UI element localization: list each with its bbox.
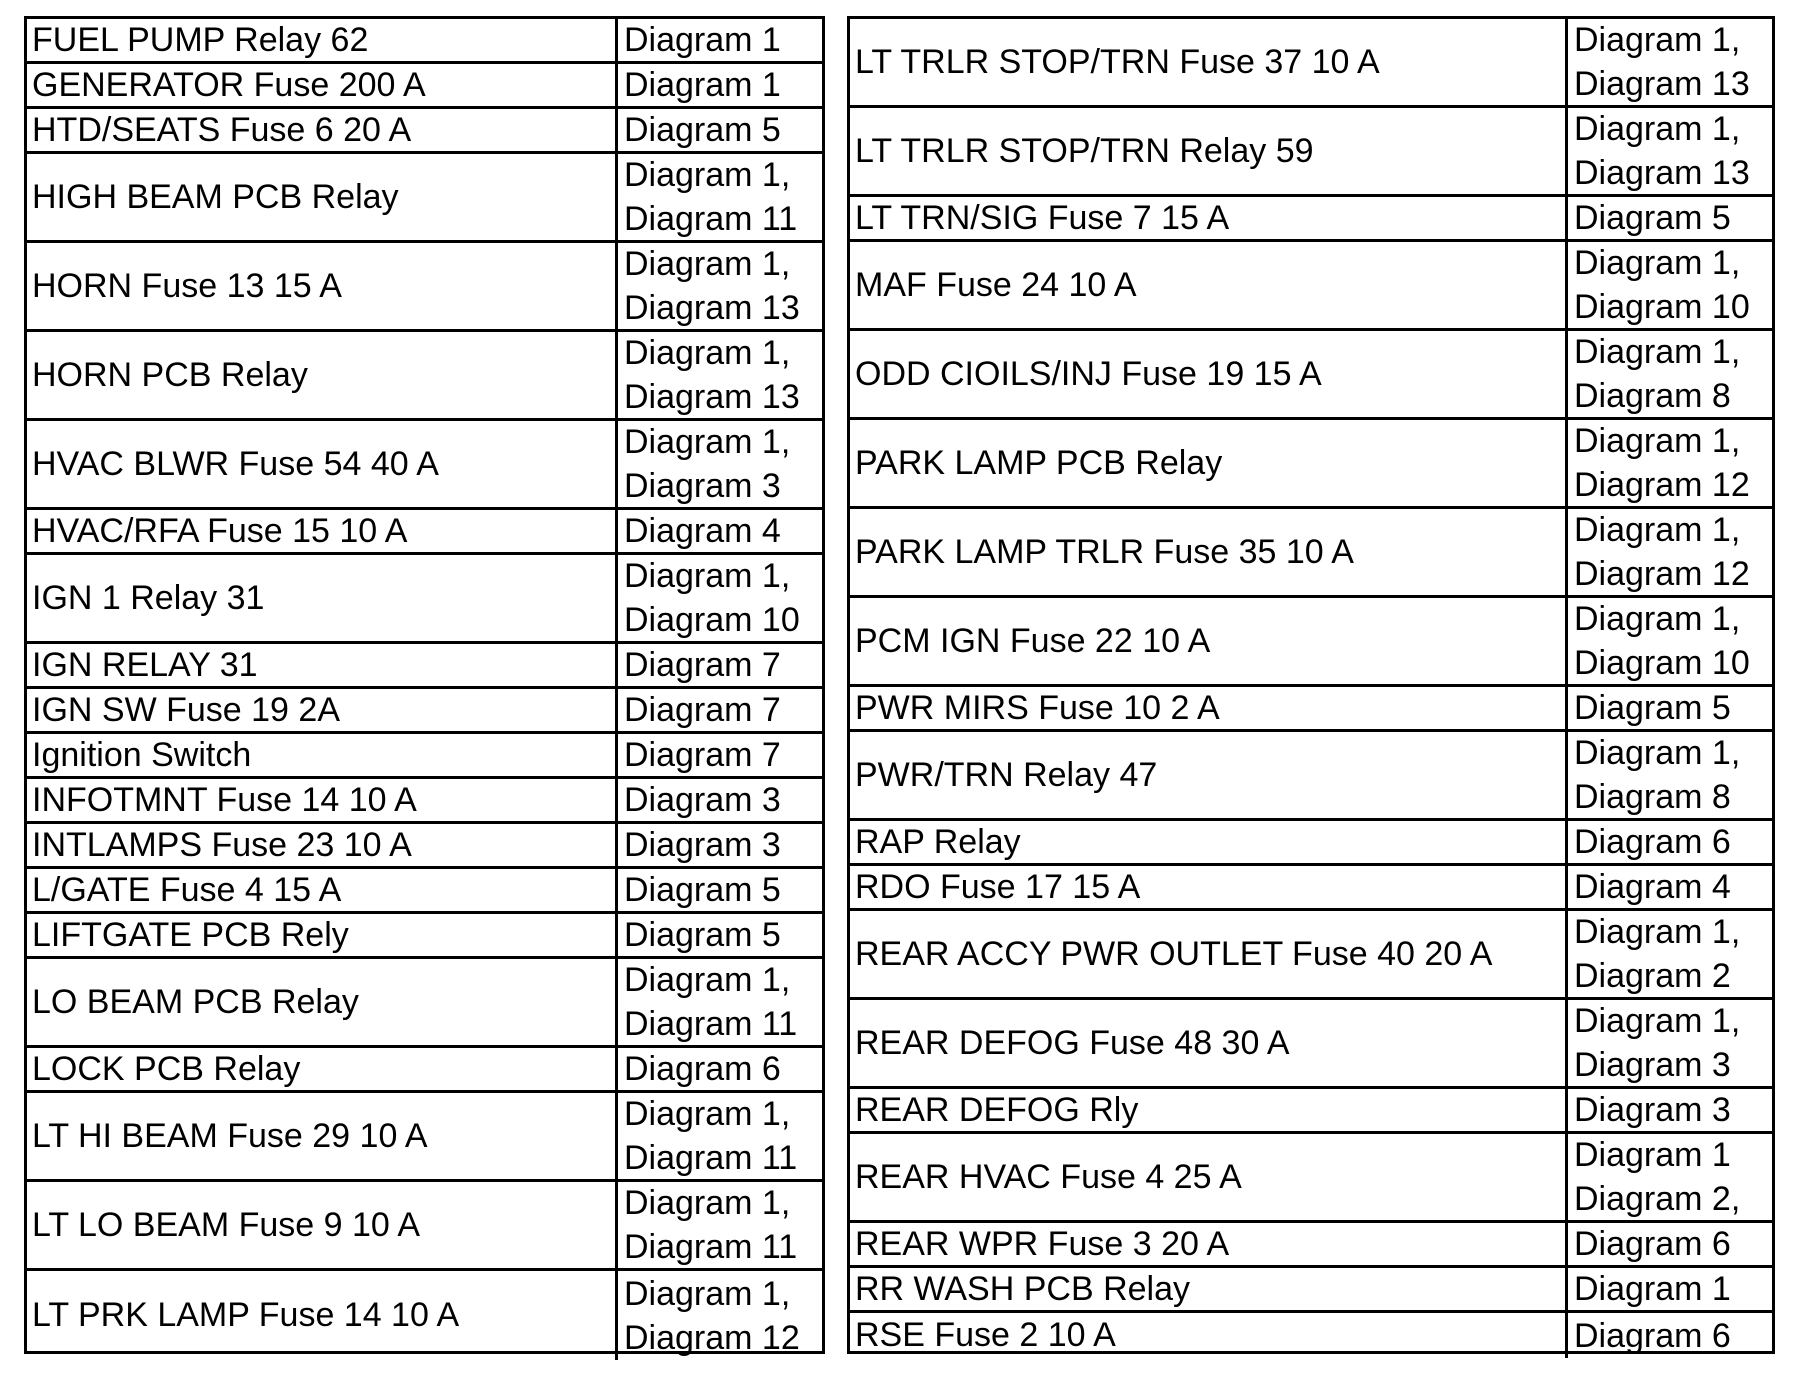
component-name-cell: IGN SW Fuse 19 2A [32, 690, 340, 729]
column-gutter [822, 16, 850, 1354]
component-name-cell: IGN RELAY 31 [32, 645, 258, 684]
component-name-cell: LT TRN/SIG Fuse 7 15 A [855, 198, 1230, 237]
diagram-reference: Diagram 10 [624, 601, 800, 639]
right-column-table [847, 16, 1775, 1358]
table-row [847, 911, 1775, 1000]
diagram-reference-cell [615, 824, 825, 866]
diagram-reference: Diagram 7 [624, 736, 781, 774]
diagram-reference: Diagram 1, [624, 1184, 791, 1222]
diagram-reference: Diagram 1, [624, 557, 791, 595]
table-row [24, 109, 825, 154]
diagram-reference-cell [1565, 1089, 1775, 1131]
diagram-reference: Diagram 12 [624, 1318, 800, 1357]
diagram-reference: Diagram 6 [624, 1050, 781, 1088]
diagram-reference-cell [615, 869, 825, 911]
diagram-reference: Diagram 1, [1574, 913, 1741, 951]
diagram-reference: Diagram 13 [1574, 65, 1750, 103]
component-name-cell: L/GATE Fuse 4 15 A [32, 870, 342, 909]
table-row [24, 421, 825, 510]
diagram-reference: Diagram 10 [1574, 288, 1750, 326]
diagram-reference: Diagram 1, [1574, 1002, 1741, 1040]
left-column-table [24, 16, 825, 1360]
component-name-cell: HORN PCB Relay [32, 355, 308, 394]
diagram-reference-cell [1565, 420, 1775, 506]
table-row [847, 866, 1775, 911]
diagram-reference: Diagram 6 [1574, 1316, 1731, 1355]
diagram-reference-cell [615, 1093, 825, 1179]
diagram-reference-cell [615, 959, 825, 1045]
diagram-reference: Diagram 1, [1574, 734, 1741, 772]
component-name-cell: REAR DEFOG Rly [855, 1090, 1139, 1129]
diagram-reference-cell [615, 734, 825, 776]
component-name-cell: PARK LAMP PCB Relay [855, 443, 1223, 482]
component-name-cell: HORN Fuse 13 15 A [32, 266, 342, 305]
diagram-reference: Diagram 3 [1574, 1091, 1731, 1129]
table-row [847, 1268, 1775, 1313]
diagram-reference-cell [615, 510, 825, 552]
table-row [847, 19, 1775, 108]
component-name-cell: PARK LAMP TRLR Fuse 35 10 A [855, 532, 1354, 571]
table-row [24, 1093, 825, 1182]
table-row [24, 555, 825, 644]
component-name-cell: PCM IGN Fuse 22 10 A [855, 621, 1211, 660]
diagram-reference: Diagram 5 [1574, 199, 1731, 237]
table-row [24, 332, 825, 421]
diagram-reference-cell [615, 19, 825, 61]
diagram-reference-cell [1565, 197, 1775, 239]
diagram-reference: Diagram 5 [624, 871, 781, 909]
diagram-reference-cell [1565, 1000, 1775, 1086]
diagram-reference: Diagram 5 [624, 111, 781, 149]
table-row [847, 242, 1775, 331]
diagram-reference: Diagram 1, [1574, 511, 1741, 549]
table-row [24, 689, 825, 734]
diagram-reference-cell [1565, 242, 1775, 328]
table-row [24, 824, 825, 869]
diagram-reference-cell [615, 421, 825, 507]
table-row [24, 869, 825, 914]
diagram-reference: Diagram 2 [1574, 957, 1731, 995]
diagram-reference-cell [1565, 1268, 1775, 1310]
table-row [24, 64, 825, 109]
diagram-reference: Diagram 1, [1574, 244, 1741, 282]
component-name-cell: RDO Fuse 17 15 A [855, 867, 1141, 906]
diagram-reference-cell [1565, 687, 1775, 729]
table-row [847, 687, 1775, 732]
diagram-reference: Diagram 5 [1574, 689, 1731, 727]
diagram-reference-cell [1565, 108, 1775, 194]
diagram-reference-cell [615, 109, 825, 151]
diagram-reference: Diagram 11 [624, 200, 798, 238]
component-name-cell: LT PRK LAMP Fuse 14 10 A [32, 1296, 460, 1334]
diagram-reference: Diagram 1, [624, 961, 791, 999]
diagram-reference: Diagram 13 [624, 378, 800, 416]
table-row [24, 959, 825, 1048]
diagram-reference: Diagram 5 [624, 916, 781, 954]
table-row [847, 1089, 1775, 1134]
component-name-cell: HVAC BLWR Fuse 54 40 A [32, 444, 439, 483]
diagram-reference: Diagram 12 [1574, 555, 1750, 593]
component-name-cell: RR WASH PCB Relay [855, 1269, 1191, 1308]
table-row [847, 732, 1775, 821]
diagram-reference-cell [615, 914, 825, 956]
component-name-cell: INTLAMPS Fuse 23 10 A [32, 825, 412, 864]
diagram-reference-cell [1565, 911, 1775, 997]
table-row [847, 1313, 1775, 1358]
table-row [847, 1223, 1775, 1268]
diagram-reference: Diagram 3 [624, 467, 781, 505]
table-row [24, 510, 825, 555]
diagram-reference: Diagram 4 [1574, 868, 1731, 906]
diagram-reference: Diagram 1, [1574, 110, 1741, 148]
diagram-reference: Diagram 1, [624, 245, 791, 283]
diagram-reference-cell [615, 689, 825, 731]
component-name-cell: LT LO BEAM Fuse 9 10 A [32, 1205, 421, 1244]
component-name-cell: FUEL PUMP Relay 62 [32, 20, 369, 59]
diagram-reference: Diagram 10 [1574, 644, 1750, 682]
component-name-cell: INFOTMNT Fuse 14 10 A [32, 780, 417, 819]
diagram-reference: Diagram 1 [1574, 1136, 1731, 1174]
diagram-reference: Diagram 1, [1574, 600, 1741, 638]
table-row [24, 734, 825, 779]
diagram-reference: Diagram 4 [624, 512, 781, 550]
diagram-reference-cell [615, 243, 825, 329]
diagram-reference-cell [615, 154, 825, 240]
component-name-cell: REAR DEFOG Fuse 48 30 A [855, 1023, 1290, 1062]
table-row [24, 914, 825, 959]
diagram-reference: Diagram 6 [1574, 823, 1731, 861]
diagram-reference: Diagram 1, [1574, 422, 1741, 460]
table-row [847, 821, 1775, 866]
diagram-reference-cell [1565, 821, 1775, 863]
diagram-reference-cell [1565, 1313, 1775, 1358]
component-name-cell: Ignition Switch [32, 735, 252, 774]
diagram-reference-cell [615, 644, 825, 686]
component-name-cell: RSE Fuse 2 10 A [855, 1316, 1116, 1354]
diagram-reference-cell [1565, 732, 1775, 818]
table-row [24, 779, 825, 824]
table-row [24, 1048, 825, 1093]
diagram-reference-cell [1565, 509, 1775, 595]
component-name-cell: LO BEAM PCB Relay [32, 982, 359, 1021]
diagram-reference-cell [1565, 19, 1775, 105]
diagram-reference: Diagram 1, [1574, 333, 1741, 371]
diagram-reference: Diagram 1 [624, 21, 781, 59]
component-name-cell: PWR/TRN Relay 47 [855, 755, 1158, 794]
diagram-reference: Diagram 6 [1574, 1225, 1731, 1263]
table-row [847, 420, 1775, 509]
diagram-reference: Diagram 12 [1574, 466, 1750, 504]
table-row [847, 598, 1775, 687]
component-name-cell: PWR MIRS Fuse 10 2 A [855, 688, 1220, 727]
diagram-reference: Diagram 1, [624, 423, 791, 461]
table-row [24, 1182, 825, 1271]
diagram-reference-cell [1565, 331, 1775, 417]
diagram-reference-cell [615, 1048, 825, 1090]
component-name-cell: LOCK PCB Relay [32, 1049, 301, 1088]
diagram-reference: Diagram 8 [1574, 778, 1731, 816]
diagram-reference: Diagram 1, [624, 1095, 791, 1133]
table-row [847, 1000, 1775, 1089]
component-name-cell: HTD/SEATS Fuse 6 20 A [32, 110, 412, 149]
table-row [24, 243, 825, 332]
table-row [847, 331, 1775, 420]
table-row [847, 108, 1775, 197]
diagram-reference: Diagram 1, [1574, 21, 1741, 59]
table-row [847, 509, 1775, 598]
diagram-reference: Diagram 3 [1574, 1046, 1731, 1084]
diagram-reference-cell [1565, 598, 1775, 684]
diagram-reference-cell [615, 555, 825, 641]
diagram-reference: Diagram 8 [1574, 377, 1731, 415]
component-name-cell: LIFTGATE PCB Rely [32, 915, 349, 954]
diagram-reference-cell [615, 1182, 825, 1268]
diagram-reference: Diagram 3 [624, 826, 781, 864]
diagram-reference-cell [1565, 1223, 1775, 1265]
component-name-cell: HIGH BEAM PCB Relay [32, 177, 399, 216]
component-name-cell: REAR WPR Fuse 3 20 A [855, 1224, 1230, 1263]
component-name-cell: LT TRLR STOP/TRN Relay 59 [855, 131, 1314, 170]
diagram-reference: Diagram 7 [624, 691, 781, 729]
component-name-cell: HVAC/RFA Fuse 15 10 A [32, 511, 408, 550]
component-name-cell: IGN 1 Relay 31 [32, 578, 265, 617]
component-name-cell: RAP Relay [855, 822, 1021, 861]
diagram-reference: Diagram 1, [624, 334, 791, 372]
diagram-reference-cell [615, 64, 825, 106]
diagram-reference: Diagram 2, [1574, 1180, 1741, 1218]
diagram-reference-cell [615, 1271, 825, 1360]
diagram-reference: Diagram 1 [624, 66, 781, 104]
diagram-reference: Diagram 11 [624, 1228, 798, 1266]
diagram-reference-cell [1565, 866, 1775, 908]
table-row [847, 197, 1775, 242]
diagram-reference: Diagram 11 [624, 1139, 798, 1177]
diagram-reference-cell [1565, 1134, 1775, 1220]
diagram-reference: Diagram 1 [1574, 1270, 1731, 1308]
table-row [847, 1134, 1775, 1223]
diagram-reference: Diagram 7 [624, 646, 781, 684]
component-name-cell: REAR HVAC Fuse 4 25 A [855, 1157, 1242, 1196]
table-row [24, 1271, 825, 1360]
diagram-reference: Diagram 1, [624, 1274, 791, 1313]
component-name-cell: MAF Fuse 24 10 A [855, 265, 1137, 304]
component-name-cell: LT HI BEAM Fuse 29 10 A [32, 1116, 428, 1155]
table-row [24, 644, 825, 689]
diagram-reference: Diagram 11 [624, 1005, 798, 1043]
diagram-reference: Diagram 13 [624, 289, 800, 327]
component-name-cell: GENERATOR Fuse 200 A [32, 65, 426, 104]
component-name-cell: LT TRLR STOP/TRN Fuse 37 10 A [855, 42, 1380, 81]
table-row [24, 19, 825, 64]
diagram-reference-cell [615, 332, 825, 418]
diagram-reference: Diagram 13 [1574, 154, 1750, 192]
component-name-cell: ODD CIOILS/INJ Fuse 19 15 A [855, 354, 1322, 393]
diagram-reference: Diagram 1, [624, 156, 791, 194]
diagram-reference-cell [615, 779, 825, 821]
table-row [24, 154, 825, 243]
diagram-reference: Diagram 3 [624, 781, 781, 819]
component-name-cell: REAR ACCY PWR OUTLET Fuse 40 20 A [855, 934, 1493, 973]
